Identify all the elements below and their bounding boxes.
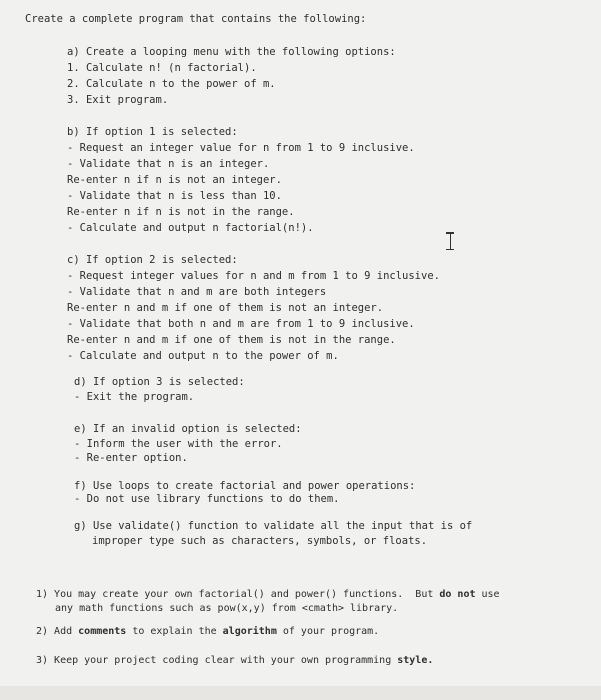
section-d-line: - Exit the program. (74, 391, 195, 403)
section-c-line: Re-enter n and m if one of them is not in the range. (67, 334, 396, 346)
section-g-line: improper type such as characters, symbols, or floats. (92, 535, 428, 547)
text-cursor-icon (445, 232, 455, 250)
section-c-line: - Request integer values for n and m from 1 to 9 inclusive. (67, 270, 440, 282)
section-g-line: g) Use validate() function to validate all the input that is of (74, 520, 473, 532)
heading: Create a complete program that contains the following: (25, 13, 367, 25)
section-b-title: b) If option 1 is selected: (67, 126, 238, 138)
note-3: 3) Keep your project coding clear with your own programming style. (36, 655, 434, 666)
section-d-title: d) If option 3 is selected: (74, 376, 245, 388)
section-f-title: f) Use loops to create factorial and power operations: (74, 480, 416, 492)
section-e-line: - Inform the user with the error. (74, 438, 283, 450)
section-f-line: - Do not use library functions to do them. (74, 493, 340, 505)
section-c-line: - Calculate and output n to the power of m. (67, 350, 339, 362)
section-c-line: - Validate that n and m are both integers (67, 286, 327, 298)
bottom-edge (0, 686, 601, 700)
note-1-line-2: any math functions such as pow(x,y) from <cmath> library. (55, 603, 399, 614)
section-a-title: a) Create a looping menu with the following options: (67, 46, 396, 58)
section-a-item: 2. Calculate n to the power of m. (67, 78, 276, 90)
section-a-item: 3. Exit program. (67, 94, 169, 106)
note-2: 2) Add comments to explain the algorithm of your program. (36, 626, 380, 637)
section-c-line: Re-enter n and m if one of them is not an integer. (67, 302, 384, 314)
section-a-item: 1. Calculate n! (n factorial). (67, 62, 257, 74)
section-b-line: Re-enter n if n is not in the range. (67, 206, 295, 218)
section-b-line: - Request an integer value for n from 1 to 9 inclusive. (67, 142, 415, 154)
section-c-line: - Validate that both n and m are from 1 to 9 inclusive. (67, 318, 415, 330)
section-b-line: - Validate that n is less than 10. (67, 190, 282, 202)
section-c-title: c) If option 2 is selected: (67, 254, 238, 266)
section-e-line: - Re-enter option. (74, 452, 188, 464)
section-b-line: Re-enter n if n is not an integer. (67, 174, 282, 186)
section-e-title: e) If an invalid option is selected: (74, 423, 302, 435)
section-b-line: - Calculate and output n factorial(n!). (67, 222, 314, 234)
note-1-line-1: 1) You may create your own factorial() and power() functions. But do not use (36, 589, 500, 600)
section-b-line: - Validate that n is an integer. (67, 158, 270, 170)
